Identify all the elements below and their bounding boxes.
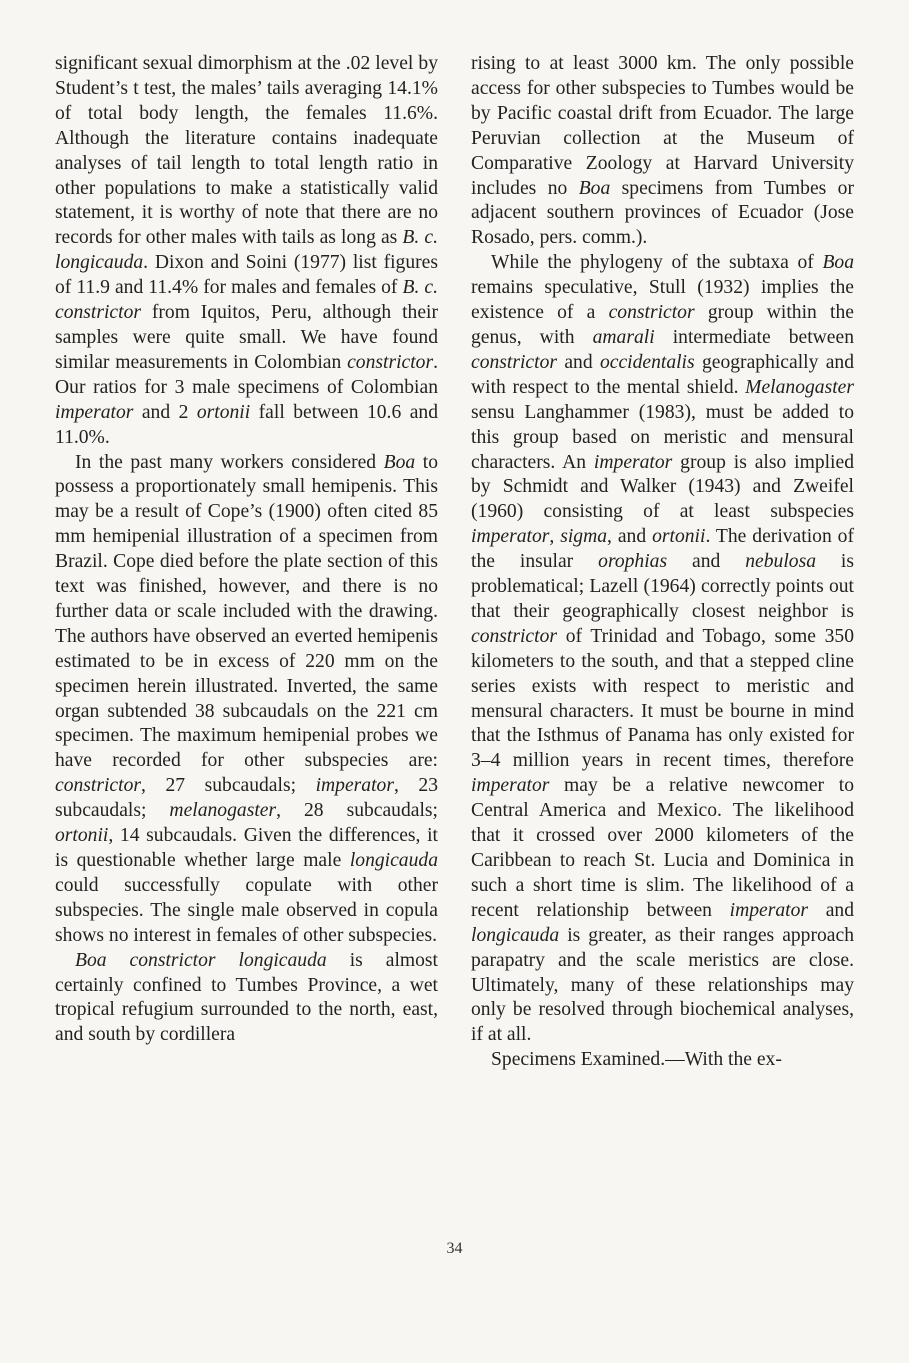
page-number: 34 [446,1240,463,1257]
paragraph: In the past many workers considered Boa to possess a proportionately small hemipenis. This may be a result of Cope’s (1900) often cited 85 mm hemipenial illustration of a specimen from Brazil. Cope died before the plate section of this text was finished, however, and there is no further data or scale included with the drawing. The authors have observed an everted hemipenis estimated to be in excess of 220 mm on the specimen herein illustrated. Inverted, the same organ subtended 38 subcaudals on the 221 cm specimen. The maximum hemipenial probes we have recorded for other subspecies are: constrictor, 27 subcaudals; imperator, 23 subcaudals; melanogaster, 28 subcaudals; ortonii, 14 subcaudals. Given the differences, it is questionable whether large male longicauda could successfully copulate with other subspecies. The single male observed in copula shows no interest in females of other subspecies. [55,451,438,946]
paragraph: significant sexual dimorphism at the .02 level by Student’s t test, the males’ tails averaging 14.1% of total body length, the females 11.6%. Although the literature contains inadequate analyses of tail length to total length ratio in other populations to make a statistically valid statement, it is worthy of note that there are no records for other males with tails as long as B. c. longicauda. Dixon and Soini (1977) list figures of 11.9 and 11.4% for males and females of B. c. constrictor from Iquitos, Peru, although their samples were quite small. We have found similar measurements in Colombian constrictor. Our ratios for 3 male specimens of Colombian imperator and 2 ortonii fall between 10.6 and 11.0%. [55,53,438,448]
paragraph: Boa constrictor longicauda is almost certainly confined to Tumbes Province, a wet tropical refugium surrounded to the north, east, and south by cordillera [55,949,438,1046]
right-column [471,52,854,1073]
paragraph: rising to at least 3000 km. The only possible access for other subspecies to Tumbes would be by Pacific coastal drift from Ecuador. The large Peruvian collection at the Museum of Comparative Zoology at Harvard University includes no Boa specimens from Tumbes or adjacent southern provinces of Ecuador (Jose Rosado, pers. comm.). [471,53,854,249]
paragraph: While the phylogeny of the subtaxa of Boa remains speculative, Stull (1932) implies the existence of a constrictor group within the genus, with amarali intermediate between constrictor and occidentalis geographically and with respect to the mental shield. Melanogaster sensu Langhammer (1983), must be added to this group based on meristic and mensural characters. An imperator group is also implied by Schmidt and Walker (1943) and Zweifel (1960) consisting of at least subspecies imperator, sigma, and ortonii. The derivation of the insular orophias and nebulosa is problematical; Lazell (1964) correctly points out that their geographically closest neighbor is constrictor of Trinidad and Tobago, some 350 kilometers to the south, and that a stepped cline series exists with respect to meristic and mensural characters. It must be bourne in mind that the Isthmus of Panama has only existed for 3–4 million years in recent times, therefore imperator may be a relative newcomer to Central America and Mexico. The likelihood that it crossed over 2000 kilometers of the Caribbean to reach St. Lucia and Dominica in such a short time is slim. The likelihood of a recent relationship between imperator and longicauda is greater, as their ranges approach parapatry and the scale meristics are close. Ultimately, many of these relationships may only be resolved through biochemical analyses, if at all. [471,252,855,1046]
left-column [55,52,438,1048]
paragraph: Specimens Examined.—With the ex- [491,1049,782,1071]
